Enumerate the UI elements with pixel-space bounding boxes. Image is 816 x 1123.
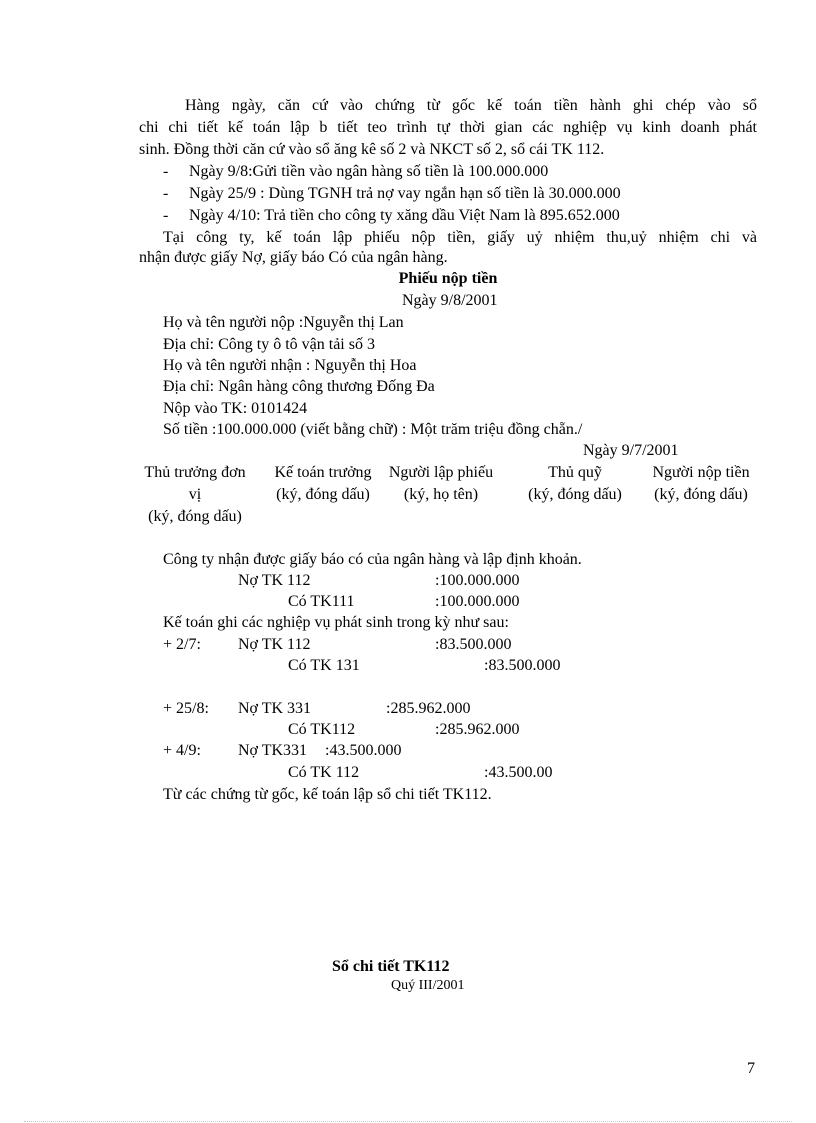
- bullet-dash: -: [163, 185, 169, 202]
- page-number: 7: [747, 1060, 755, 1077]
- signature-role: Người nộp tiền: [652, 464, 750, 481]
- signature-role: Thủ trưởng đơn vị: [144, 464, 246, 503]
- bullet-1: [163, 162, 549, 182]
- bullet-text: Ngày 9/8:Gửi tiền vào ngân hàng số tiền là 100.000.000: [189, 163, 549, 180]
- journal-entry-debit-account: Nợ TK 112: [238, 636, 311, 653]
- signature-note: (ký, đóng dấu): [276, 486, 370, 503]
- journal-entry-credit-account: Có TK 112: [288, 764, 360, 781]
- bullet-3: [163, 206, 620, 226]
- slip-date: Ngày 9/8/2001: [402, 292, 498, 309]
- bullet-2: [163, 184, 621, 204]
- intro-line-1: Hàng ngày, căn cứ vào chứng từ gốc kế toán tiền hành ghi chép vào sổ: [185, 97, 757, 114]
- slip-account: Nộp vào TK: 0101424: [163, 400, 308, 417]
- signature-note: (ký, họ tên): [403, 486, 479, 503]
- journal-entry-date: + 4/9:: [163, 742, 201, 759]
- para2-line-2: nhận được giấy Nợ, giấy báo Có của ngân hàng.: [139, 249, 448, 266]
- bullet-dash: -: [163, 163, 169, 180]
- journal-entry-debit-amount: :285.962.000: [386, 700, 471, 717]
- signature-preparer: [386, 462, 496, 506]
- signature-note: (ký, đóng dấu): [654, 486, 748, 503]
- ledger-title: Sổ chi tiết TK112: [332, 958, 450, 975]
- journal-entry-credit-amount: :43.500.00: [484, 764, 553, 781]
- entry1-credit-account: Có TK111: [288, 593, 355, 610]
- para2-line-1: Tại công ty, kế toán lập phiếu nộp tiền, giấy uỷ nhiệm thu,uỷ nhiệm chi và: [163, 229, 757, 246]
- signature-chief-accountant: [268, 462, 378, 506]
- journal-entry-debit-amount: :43.500.000: [325, 742, 402, 759]
- journal-entry-date: + 25/8:: [163, 700, 209, 717]
- signature-depositor: [646, 462, 756, 506]
- journal-intro: Kế toán ghi các nghiệp vụ phát sinh trong kỳ như sau:: [163, 614, 509, 631]
- signature-role: Kế toán trưởng: [274, 464, 372, 481]
- journal-entry-credit-account: Có TK 131: [288, 657, 360, 674]
- entry1-credit-amount: :100.000.000: [435, 593, 520, 610]
- signature-cashier: [520, 462, 630, 506]
- ledger-period: Quý III/2001: [391, 978, 465, 993]
- page-bottom-divider: [24, 1121, 792, 1122]
- signature-note: (ký, đóng dấu): [528, 486, 622, 503]
- intro-line-3: sinh. Đồng thời căn cứ vào sổ ăng kê số 2 và NKCT số 2, sổ cái TK 112.: [139, 141, 605, 158]
- journal-entry-credit-account: Có TK112: [288, 721, 356, 738]
- entry1-debit-account: Nợ TK 112: [238, 572, 311, 589]
- entry1-debit-amount: :100.000.000: [435, 572, 520, 589]
- intro-line-2: chi chi tiết kế toán lập b tiết teo trình tự thời gian các nghiệp vụ kinh doanh phát: [139, 119, 757, 136]
- journal-entry-debit-account: Nợ TK331: [238, 742, 308, 759]
- journal-entry-debit-amount: :83.500.000: [435, 636, 512, 653]
- journal-entry-credit-amount: :83.500.000: [484, 657, 561, 674]
- entry1-intro: Công ty nhận được giấy báo có của ngân hàng và lập định khoản.: [163, 551, 582, 568]
- slip-payer-address: Địa chỉ: Công ty ô tô vận tải số 3: [163, 336, 375, 353]
- slip-amount: Số tiền :100.000.000 (viết bằng chữ) : Một trăm triệu đồng chẵn./: [163, 421, 583, 438]
- bullet-dash: -: [163, 207, 169, 224]
- signature-head-of-unit: [140, 462, 250, 528]
- slip-title: Phiếu nộp tiền: [398, 270, 498, 287]
- signature-role: Thủ quỹ: [548, 464, 602, 481]
- journal-entry-date: + 2/7:: [163, 636, 201, 653]
- slip-receiver: Họ và tên người nhận : Nguyễn thị Hoa: [163, 357, 417, 374]
- slip-receiver-address: Địa chỉ: Ngân hàng công thương Đống Đa: [163, 378, 435, 395]
- bullet-text: Ngày 4/10: Trả tiền cho công ty xăng dầu Việt Nam là 895.652.000: [189, 207, 620, 224]
- journal-closing: Từ các chứng từ gốc, kế toán lập sổ chi tiết TK112.: [163, 786, 492, 803]
- journal-entry-credit-amount: :285.962.000: [435, 721, 520, 738]
- signature-role: Người lập phiếu: [388, 464, 494, 481]
- journal-entry-debit-account: Nợ TK 331: [238, 700, 312, 717]
- slip-payer: Họ và tên người nộp :Nguyễn thị Lan: [163, 314, 404, 331]
- slip-sign-date: Ngày 9/7/2001: [583, 442, 679, 459]
- signature-note: (ký, đóng dấu): [148, 508, 242, 525]
- bullet-text: Ngày 25/9 : Dùng TGNH trả nợ vay ngắn hạn số tiền là 30.000.000: [189, 185, 621, 202]
